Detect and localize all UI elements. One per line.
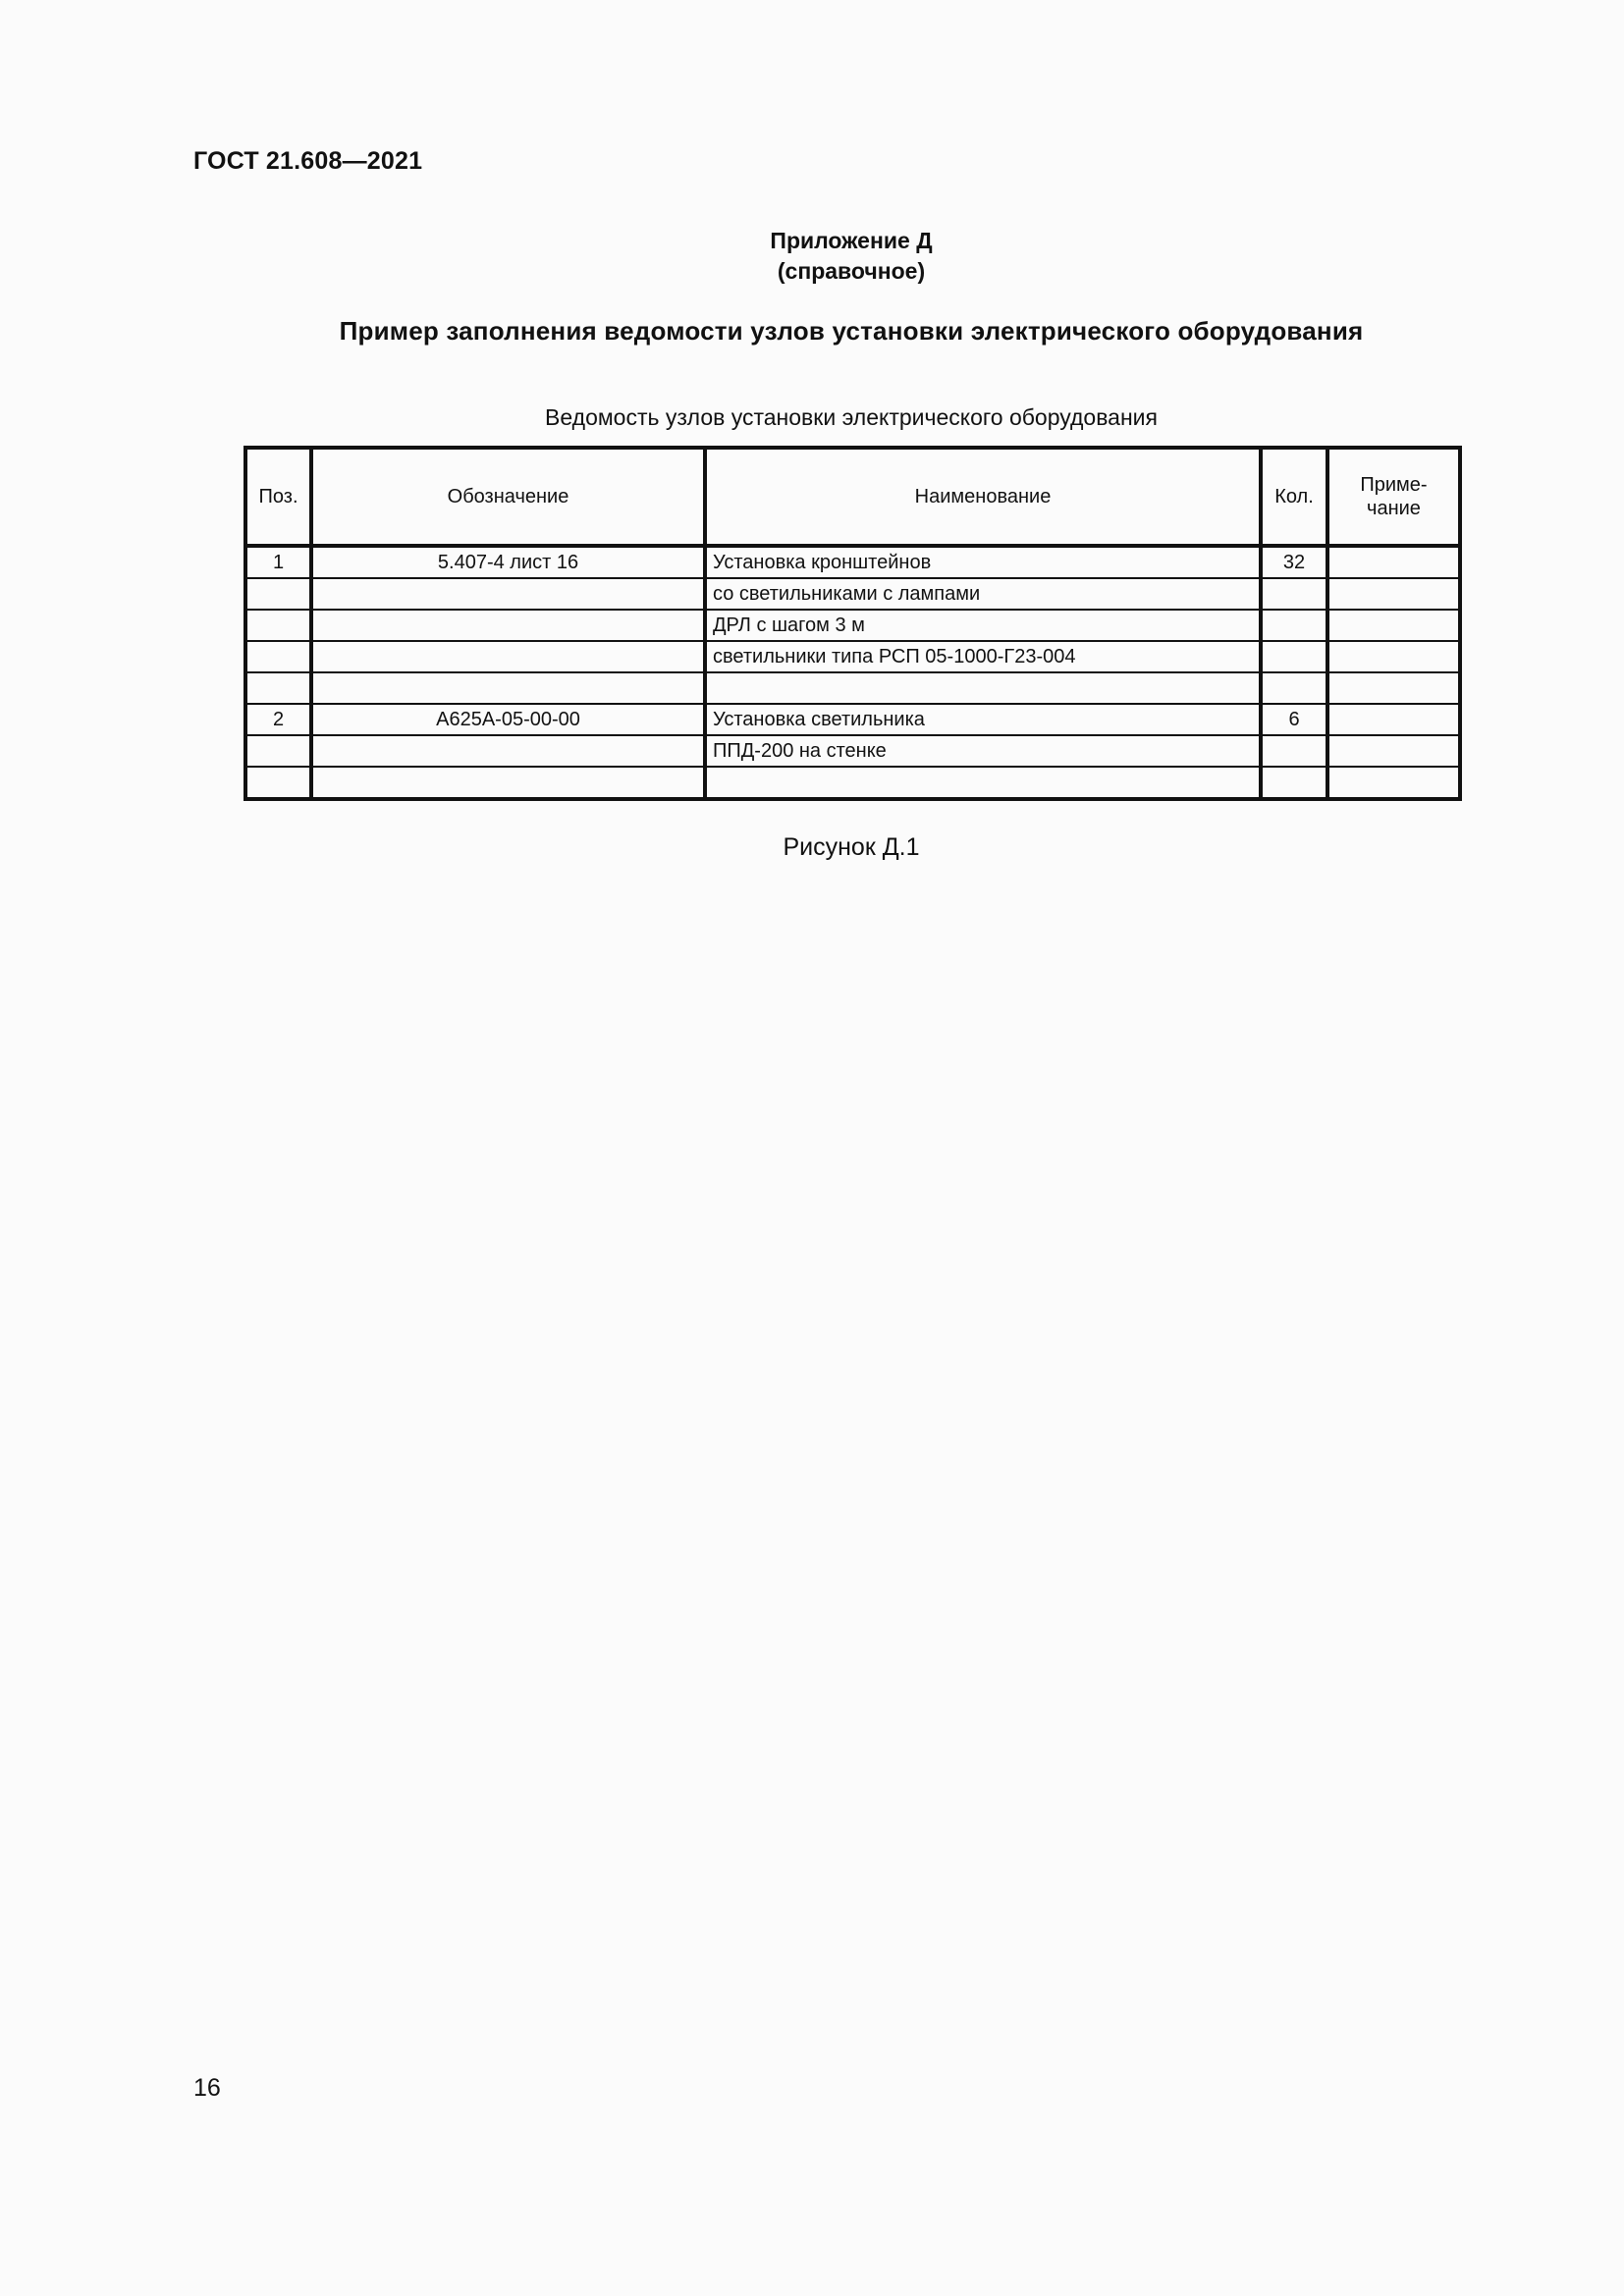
cell-designation bbox=[311, 672, 705, 704]
table-caption: Ведомость узлов установки электрического оборудования bbox=[545, 404, 1158, 430]
cell-designation bbox=[311, 641, 705, 672]
cell-qty bbox=[1261, 672, 1327, 704]
cell-name: светильники типа РСП 05-1000-Г23-004 bbox=[705, 641, 1261, 672]
cell-designation bbox=[311, 735, 705, 767]
cell-qty bbox=[1261, 610, 1327, 641]
vedomost-table-wrapper bbox=[244, 446, 1458, 801]
header-designation: Обозначение bbox=[311, 448, 705, 546]
cell-pos bbox=[245, 610, 311, 641]
cell-note bbox=[1327, 641, 1460, 672]
document-code: ГОСТ 21.608—2021 bbox=[193, 147, 423, 175]
cell-pos bbox=[245, 578, 311, 610]
cell-note bbox=[1327, 735, 1460, 767]
cell-qty: 32 bbox=[1261, 546, 1327, 578]
cell-note bbox=[1327, 546, 1460, 578]
page-number: 16 bbox=[193, 2074, 221, 2102]
table-row bbox=[245, 578, 1460, 610]
cell-qty bbox=[1261, 767, 1327, 799]
table-row bbox=[245, 610, 1460, 641]
header-note-line1: Приме- bbox=[1360, 474, 1428, 496]
cell-name: ДРЛ с шагом 3 м bbox=[705, 610, 1261, 641]
table-row bbox=[245, 546, 1460, 578]
cell-note bbox=[1327, 610, 1460, 641]
table-row bbox=[245, 641, 1460, 672]
cell-pos bbox=[245, 641, 311, 672]
cell-pos: 2 bbox=[245, 704, 311, 735]
cell-note bbox=[1327, 578, 1460, 610]
cell-name bbox=[705, 767, 1261, 799]
cell-note bbox=[1327, 672, 1460, 704]
appendix-type: (справочное) bbox=[777, 258, 926, 284]
cell-designation bbox=[311, 578, 705, 610]
cell-name: Установка светильника bbox=[705, 704, 1261, 735]
cell-qty: 6 bbox=[1261, 704, 1327, 735]
cell-designation: 5.407-4 лист 16 bbox=[311, 546, 705, 578]
cell-name: ППД-200 на стенке bbox=[705, 735, 1261, 767]
cell-designation bbox=[311, 767, 705, 799]
cell-qty bbox=[1261, 641, 1327, 672]
cell-note bbox=[1327, 704, 1460, 735]
table-row bbox=[245, 672, 1460, 704]
header-name: Наименование bbox=[705, 448, 1261, 546]
cell-name: Установка кронштейнов bbox=[705, 546, 1261, 578]
header-pos: Поз. bbox=[245, 448, 311, 546]
vedomost-table bbox=[244, 446, 1462, 801]
cell-name bbox=[705, 672, 1261, 704]
cell-designation: А625А-05-00-00 bbox=[311, 704, 705, 735]
section-title: Пример заполнения ведомости узлов установки электрического оборудования bbox=[339, 316, 1364, 346]
header-qty: Кол. bbox=[1261, 448, 1327, 546]
cell-qty bbox=[1261, 735, 1327, 767]
cell-pos bbox=[245, 672, 311, 704]
appendix-title: Приложение Д bbox=[770, 228, 933, 253]
cell-pos bbox=[245, 767, 311, 799]
cell-pos bbox=[245, 735, 311, 767]
header-note bbox=[1327, 448, 1460, 546]
table-row bbox=[245, 704, 1460, 735]
header-note-line2: чание bbox=[1367, 498, 1421, 519]
cell-note bbox=[1327, 767, 1460, 799]
cell-designation bbox=[311, 610, 705, 641]
table-row bbox=[245, 735, 1460, 767]
cell-qty bbox=[1261, 578, 1327, 610]
cell-pos: 1 bbox=[245, 546, 311, 578]
cell-name: со светильниками с лампами bbox=[705, 578, 1261, 610]
figure-caption: Рисунок Д.1 bbox=[783, 833, 920, 861]
table-header-row bbox=[245, 448, 1460, 546]
table-row bbox=[245, 767, 1460, 799]
